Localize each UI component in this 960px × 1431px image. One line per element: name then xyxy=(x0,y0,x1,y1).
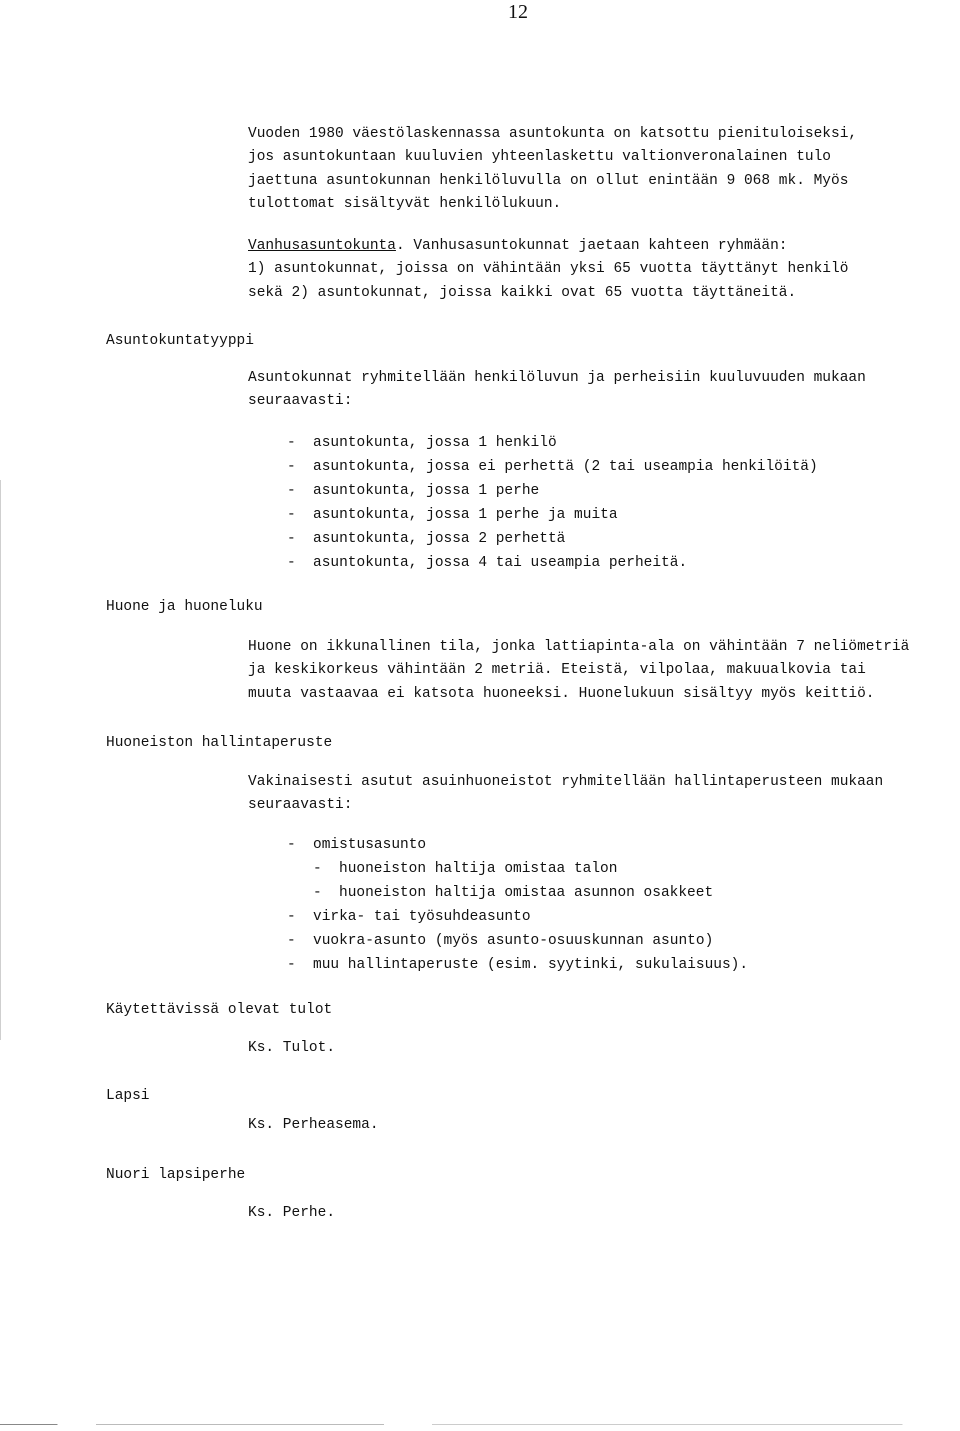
dash-bullet: - xyxy=(287,837,296,853)
page-number: 12 xyxy=(508,1,528,23)
list-item-text: asuntokunta, jossa 4 tai useampia perheitä. xyxy=(313,555,688,571)
intro-paragraph xyxy=(248,123,940,216)
dash-bullet: - xyxy=(287,459,296,475)
asuntokuntatyyppi-line: seuraavasti: xyxy=(248,393,353,410)
hallinta-list xyxy=(287,833,748,977)
ref-lapsi: Ks. Perheasema. xyxy=(248,1117,379,1133)
huone-line: muuta vastaavaa ei katsota huoneeksi. Huonelukuun sisältyy myös keittiö. xyxy=(248,685,875,702)
list-item-text: virka- tai työsuhdeasunto xyxy=(313,909,531,925)
dash-bullet: - xyxy=(287,483,296,499)
list-item-text: vuokra-asunto (myös asunto-osuuskunnan asunto) xyxy=(313,933,714,949)
intro-line: tulottomat sisältyvät henkilölukuun. xyxy=(248,195,562,212)
asuntokuntatyyppi-paragraph xyxy=(248,367,940,414)
intro-line: jaettuna asuntokunnan henkilöluvulla on ollut enintään 9 068 mk. Myös xyxy=(248,172,849,189)
dash-bullet: - xyxy=(287,555,296,571)
list-item-text: asuntokunta, jossa 1 perhe ja muita xyxy=(313,507,618,523)
label-nuori: Nuori lapsiperhe xyxy=(106,1167,246,1183)
vanhus-paragraph xyxy=(248,235,940,305)
hallinta-line: seuraavasti: xyxy=(248,797,353,814)
asuntokuntatyyppi-list xyxy=(287,431,818,575)
list-item-text: asuntokunta, jossa ei perhettä (2 tai useampia henkilöitä) xyxy=(313,459,818,475)
huone-line: ja keskikorkeus vähintään 2 metriä. Eteistä, vilpolaa, makuualkovia tai xyxy=(248,662,866,679)
list-item xyxy=(287,503,818,527)
vanhus-heading: Vanhusasuntokunta xyxy=(248,238,396,254)
list-item-text: omistusasunto xyxy=(313,837,427,853)
scan-edge-line xyxy=(0,480,1,1040)
list-item-text: muu hallintaperuste (esim. syytinki, sukulaisuus). xyxy=(313,957,749,973)
vanhus-line-3: sekä 2) asuntokunnat, joissa kaikki ovat 65 vuotta täyttäneitä. xyxy=(248,284,797,301)
list-item xyxy=(287,527,818,551)
label-asuntokuntatyyppi: Asuntokuntatyyppi xyxy=(106,333,254,349)
label-hallintaperuste: Huoneiston hallintaperuste xyxy=(106,735,333,751)
dash-bullet: - xyxy=(287,909,296,925)
list-item xyxy=(287,953,748,977)
list-item-text: huoneiston haltija omistaa asunnon osakkeet xyxy=(339,885,714,901)
list-subitem xyxy=(287,857,748,881)
list-item xyxy=(287,551,818,575)
label-lapsi: Lapsi xyxy=(106,1088,150,1104)
vanhus-line-1 xyxy=(248,235,940,258)
dash-bullet: - xyxy=(287,531,296,547)
label-huone: Huone ja huoneluku xyxy=(106,599,263,615)
dash-bullet: - xyxy=(313,861,322,877)
dash-bullet: - xyxy=(287,507,296,523)
list-item xyxy=(287,929,748,953)
list-item xyxy=(287,455,818,479)
list-item-text: asuntokunta, jossa 1 henkilö xyxy=(313,435,557,451)
list-item-text: asuntokunta, jossa 1 perhe xyxy=(313,483,540,499)
ref-nuori: Ks. Perhe. xyxy=(248,1205,336,1221)
list-item xyxy=(287,833,748,857)
list-item-text: huoneiston haltija omistaa talon xyxy=(339,861,618,877)
hallinta-line: Vakinaisesti asutut asuinhuoneistot ryhmitellään hallintaperusteen mukaan xyxy=(248,774,884,790)
label-tulot: Käytettävissä olevat tulot xyxy=(106,1002,333,1018)
huone-paragraph xyxy=(248,636,940,706)
list-subitem xyxy=(287,881,748,905)
dash-bullet: - xyxy=(287,957,296,973)
scan-bottom-line xyxy=(0,1424,960,1425)
asuntokuntatyyppi-line: Asuntokunnat ryhmitellään henkilöluvun ja perheisiin kuuluvuuden mukaan xyxy=(248,370,866,386)
intro-line: jos asuntokuntaan kuuluvien yhteenlaskettu valtionveronalainen tulo xyxy=(248,149,831,166)
ref-tulot: Ks. Tulot. xyxy=(248,1040,336,1056)
vanhus-line-2: 1) asuntokunnat, joissa on vähintään yksi 65 vuotta täyttänyt henkilö xyxy=(248,261,849,278)
dash-bullet: - xyxy=(287,435,296,451)
list-item xyxy=(287,479,818,503)
vanhus-line-1-text: . Vanhusasuntokunnat jaetaan kahteen ryhmään: xyxy=(395,238,788,254)
hallinta-paragraph xyxy=(248,771,940,818)
intro-line: Vuoden 1980 väestölaskennassa asuntokunta on katsottu pienituloiseksi, xyxy=(248,126,858,142)
huone-line: Huone on ikkunallinen tila, jonka lattiapinta-ala on vähintään 7 neliömetriä xyxy=(248,639,910,655)
dash-bullet: - xyxy=(287,933,296,949)
list-item xyxy=(287,905,748,929)
list-item xyxy=(287,431,818,455)
dash-bullet: - xyxy=(313,885,322,901)
list-item-text: asuntokunta, jossa 2 perhettä xyxy=(313,531,566,547)
